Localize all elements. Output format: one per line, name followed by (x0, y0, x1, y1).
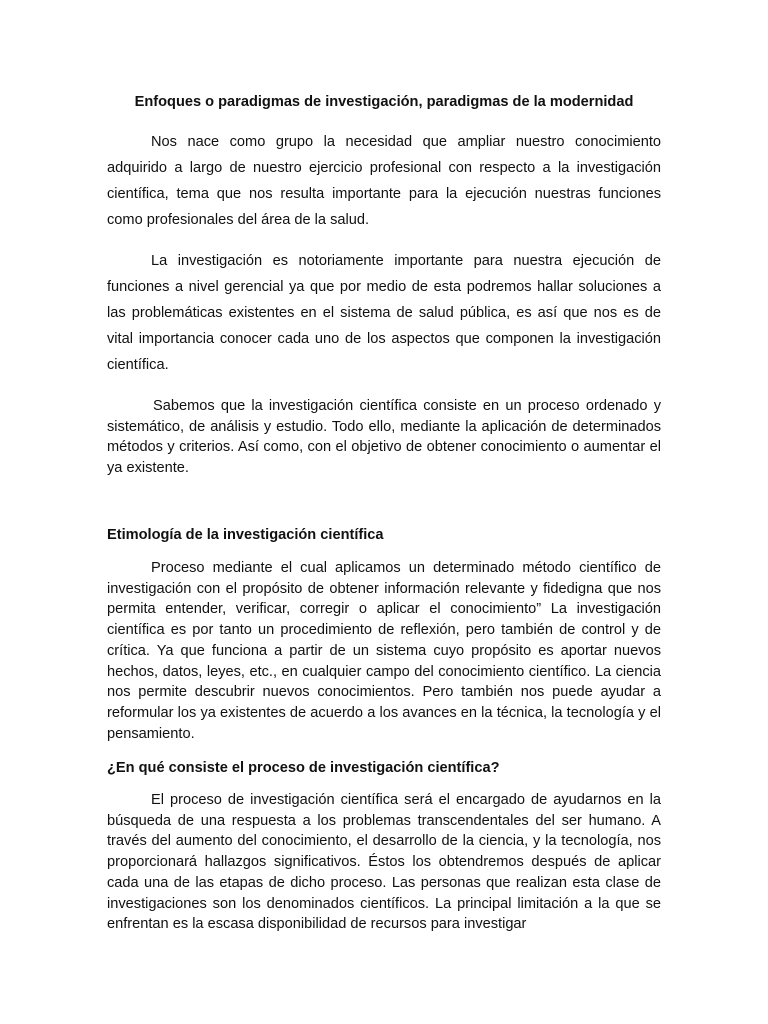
paragraph-etymology: Proceso mediante el cual aplicamos un determinado método científico de investigación con el propósito de obtener información relevante y fidedigna que nos permita entender, verificar, corregir o aplicar el conocimiento” La investigación científica es por tanto un procedimiento de reflexión, pero también de control y de crítica. Ya que funciona a partir de un sistema cuyo propósito es aportar nuevos hechos, datos, leyes, etc., en cualquier campo del conocimiento científico. La ciencia nos permite descubrir nuevos conocimientos. Pero también nos puede ayudar a reformular los ya existentes de acuerdo a los avances en la técnica, la tecnología y el pensamiento. (107, 560, 661, 742)
document-title: Enfoques o paradigmas de investigación, paradigmas de la modernidad (134, 94, 634, 110)
paragraph-definition: Sabemos que la investigación científica consiste en un proceso ordenado y sistemático, de análisis y estudio. Todo ello, mediante la aplicación de determinados métodos y criterios. Así como, con el objetivo de obtener conocimiento o aumentar el ya existente. (107, 398, 661, 477)
section-heading-etymology: Etimología de la investigación científica (107, 527, 384, 543)
paragraph-intro: Nos nace como grupo la necesidad que ampliar nuestro conocimiento adquirido a largo de nuestro ejercicio profesional con respecto a la investigación científica, tema que nos resulta importante para la ejecución nuestras funciones como profesionales del área de la salud. (107, 134, 661, 228)
paragraph-importance: La investigación es notoriamente importante para nuestra ejecución de funciones a nivel gerencial ya que por medio de esta podremos hallar soluciones a las problemáticas existentes en el sistema de salud pública, es así que nos es de vital importancia conocer cada uno de los aspectos que componen la investigación científica. (107, 253, 661, 373)
section-heading-process: ¿En qué consiste el proceso de investigación científica? (107, 760, 500, 776)
paragraph-process: El proceso de investigación científica será el encargado de ayudarnos en la búsqueda de una respuesta a los problemas transcendentales del ser humano. A través del aumento del conocimiento, el desarrollo de la ciencia, y la tecnología, nos proporcionará hallazgos significativos. Éstos los obtendremos después de aplicar cada una de las etapas de dicho proceso. Las personas que realizan esta clase de investigaciones son los denominados científicos. La principal limitación a la que se enfrentan es la escasa disponibilidad de recursos para investigar (107, 792, 661, 933)
